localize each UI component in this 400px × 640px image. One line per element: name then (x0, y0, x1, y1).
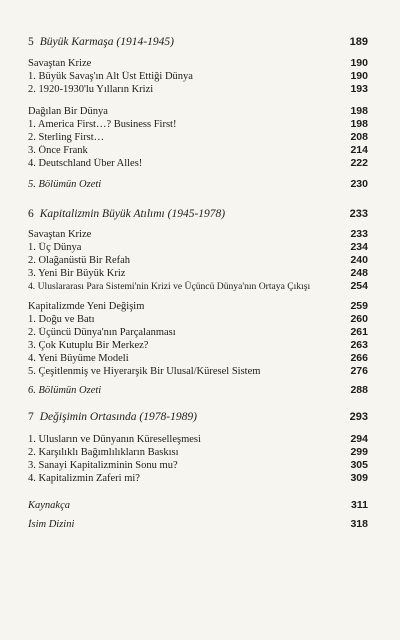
page-number: 198 (350, 105, 368, 117)
page-number: 234 (350, 241, 368, 253)
toc-entry (28, 254, 368, 267)
chapter-number: 7 (28, 411, 34, 423)
toc-entry (28, 118, 368, 131)
page-number: 190 (350, 57, 368, 69)
page-number: 254 (350, 280, 368, 292)
section-title: Dağılan Bir Dünya (28, 106, 108, 117)
page-number: 259 (350, 300, 368, 312)
toc-entry (28, 280, 368, 293)
section-title: Kapitalizmde Yeni Değişim (28, 301, 145, 312)
section-heading (28, 300, 368, 313)
chapter-number: 5 (28, 36, 34, 48)
page-number: 266 (350, 352, 368, 364)
page-number: 233 (349, 208, 368, 220)
section-heading (28, 228, 368, 241)
entry-title: 2. Karşılıklı Bağımlılıkların Baskısı (28, 447, 179, 458)
toc-entry (28, 365, 368, 378)
chapter-summary (28, 178, 368, 191)
page-number: 311 (351, 499, 368, 511)
summary-title: 6. Bölümün Özeti (28, 385, 102, 396)
page-number: 260 (350, 313, 368, 325)
entry-title: 2. Sterling First… (28, 132, 105, 143)
entry-title: 3. Çok Kutuplu Bir Merkez? (28, 340, 149, 351)
page-number: 309 (350, 472, 368, 484)
chapter-number: 6 (28, 208, 34, 220)
entry-title: Kaynakça (28, 500, 70, 511)
page-number: 276 (350, 365, 368, 377)
section-title: Savaştan Krize (28, 229, 92, 240)
page-number: 190 (350, 70, 368, 82)
toc-entry (28, 241, 368, 254)
page-number: 214 (350, 144, 368, 156)
toc-entry (28, 326, 368, 339)
page-number: 198 (350, 118, 368, 130)
entry-title: 4. Kapitalizmin Zaferi mi? (28, 473, 140, 484)
entry-title: 2. Üçüncü Dünya'nın Parçalanması (28, 327, 176, 338)
bibliography-entry (28, 499, 368, 512)
toc-entry (28, 70, 368, 83)
page-number: 240 (350, 254, 368, 266)
page-number: 318 (350, 518, 368, 530)
toc-entry (28, 83, 368, 96)
entry-title: İsim Dizini (28, 519, 75, 530)
page-number: 299 (350, 446, 368, 458)
index-entry (28, 518, 368, 531)
chapter-5-heading (28, 36, 368, 48)
toc-entry (28, 157, 368, 170)
page-number: 305 (350, 459, 368, 471)
entry-title: 5. Çeşitlenmiş ve Hiyerarşik Bir Ulusal/Küresel Sistem (28, 366, 261, 377)
entry-title: 1. Üç Dünya (28, 242, 82, 253)
page-number: 293 (349, 411, 368, 423)
toc-entry (28, 267, 368, 280)
entry-title: 1. America First…? Business First! (28, 119, 177, 130)
page-number: 189 (349, 36, 368, 48)
chapter-title: Büyük Karmaşa (1914-1945) (39, 36, 174, 48)
entry-title: 4. Yeni Büyüme Modeli (28, 353, 129, 364)
toc-entry (28, 339, 368, 352)
page-number: 230 (350, 178, 368, 190)
toc-entry (28, 352, 368, 365)
page-number: 294 (350, 433, 368, 445)
section-title: Savaştan Krize (28, 58, 92, 69)
chapter-7-heading (28, 411, 368, 423)
toc-entry (28, 131, 368, 144)
toc-entry (28, 446, 368, 459)
section-heading (28, 105, 368, 118)
toc-entry (28, 144, 368, 157)
toc-entry (28, 313, 368, 326)
chapter-6-heading (28, 208, 368, 220)
page-number: 261 (350, 326, 368, 338)
chapter-summary (28, 384, 368, 397)
entry-title: 2. 1920-1930'lu Yılların Krizi (28, 84, 154, 95)
chapter-title: Kapitalizmin Büyük Atılımı (1945-1978) (39, 208, 226, 220)
chapter-title: Değişimin Ortasında (1978-1989) (39, 411, 197, 423)
page-number: 208 (350, 131, 368, 143)
entry-title: 3. Önce Frank (28, 145, 88, 156)
entry-title: 1. Doğu ve Batı (28, 314, 95, 325)
entry-title: 3. Yeni Bir Büyük Kriz (28, 268, 126, 279)
entry-title: 3. Sanayi Kapitalizminin Sonu mu? (28, 460, 178, 471)
section-heading (28, 57, 368, 70)
page-number: 263 (350, 339, 368, 351)
toc-entry (28, 433, 368, 446)
entry-title: 1. Büyük Savaş'ın Alt Üst Ettiği Dünya (28, 71, 193, 82)
entry-title: 2. Olağanüstü Bir Refah (28, 255, 131, 266)
page-number: 248 (350, 267, 368, 279)
page-number: 193 (350, 83, 368, 95)
entry-title: 1. Ulusların ve Dünyanın Küreselleşmesi (28, 434, 201, 445)
summary-title: 5. Bölümün Özeti (28, 179, 102, 190)
toc-entry (28, 459, 368, 472)
entry-title: 4. Deutschland Über Alles! (28, 158, 143, 169)
entry-title: 4. Uluslararası Para Sistemi'nin Krizi ve Üçüncü Dünya'nın Ortaya Çıkışı (28, 281, 311, 292)
toc-entry (28, 472, 368, 485)
page-number: 288 (350, 384, 368, 396)
page-number: 233 (350, 228, 368, 240)
page-number: 222 (350, 157, 368, 169)
